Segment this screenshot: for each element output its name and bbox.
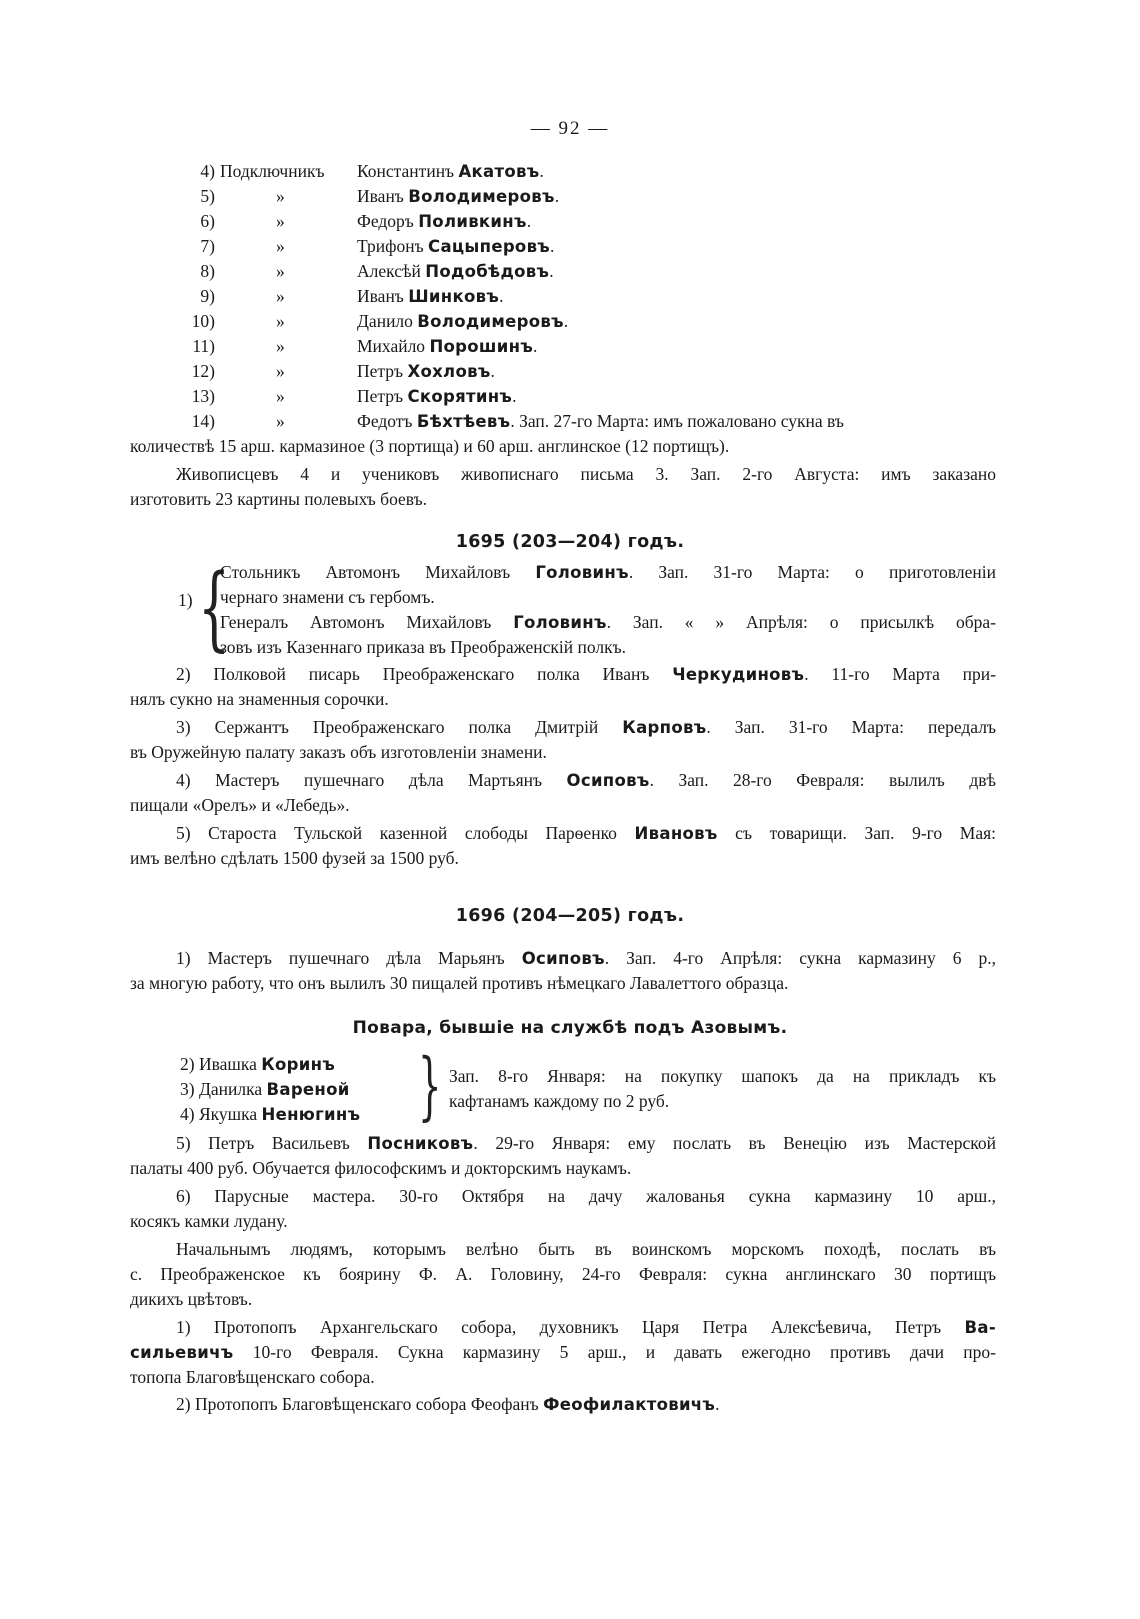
painters-line-1: Живописцевъ 4 и учениковъ живописнаго письма 3. Зап. 2-го Августа: имъ заказано bbox=[176, 464, 996, 484]
document-page: — 92 — 4) Подключникъ Константинъ Акатовъ. 5) » Иванъ Володимеровъ. 6) » Федоръ Поливкинъ. 7) » Трифонъ Сацыперовъ. 8) » Алексѣй Подобѣдовъ. 9) » Иванъ Шинковъ. 10) » Данило Володимеровъ. 11) » Михайло Порошинъ. 12) » Петръ Хохловъ. 13) » Петръ Скорятинъ. 14) » Федотъ Бѣхтѣевъ. Зап. 27-го Марта: имъ пожаловано сукна въ количествѣ 15 арш. кармазиное (3 портища) и 60 арш. англинское (12 портищъ). Живописцевъ 4 и учениковъ живописнаго письма 3. Зап. 2-го Августа: имъ заказано изготовить 23 картины полевыхъ боевъ. 1695 (203—204) годъ. 1) { Стольникъ Автомонъ Михайловъ Головинъ. Зап. 31-го Марта: о приготовленіи чернаго знамени съ гербомъ. Генералъ Автомонъ Михайловъ Головинъ. Зап. « » Апрѣля: о присылкѣ обра- зовъ изъ Казеннаго приказа въ Преображенскій полкъ. 2) Полковой писарь Преображенскаго полка Иванъ Черкудиновъ. 11-го Марта при- нялъ сукно на знаменныя сорочки. 3) Сержантъ Преображенскаго полка Дмитрій Карповъ. Зап. 31-го Марта: передалъ въ Оружейную палату заказъ объ изготовленіи знамени. 4) Мастеръ пушечнаго дѣла Мартьянъ Осиповъ. Зап. 28-го Февраля: вылилъ двѣ пищали «Орелъ» и «Лебедь». 5) Староста Тульской казенной слободы Парѳенко Ивановъ съ товарищи. Зап. 9-го Мая: имъ велѣно сдѣлать 1500 фузей за 1500 руб. 1696 (204—205) годъ. 1) Мастеръ пушечнаго дѣла Марьянъ Осиповъ. Зап. 4-го Апрѣля: сукна кармазину 6 р., за многую работу, что онъ вылилъ 30 пищалей противъ нѣмецкаго Лавалеттого образца. Повара, бывшіе на службѣ подъ Азовымъ. 2) Ивашка Коринъ 3) Данилка Вареной 4) Якушка Ненюгинъ } Зап. 8-го Января: на покупку шапокъ да на прикладъ къ кафтанамъ каждому по 2 руб. 5) Петръ Васильевъ Посниковъ. 29-го Января: ему послать въ Венецію изъ Мастерской палаты 400 руб. Обучается философскимъ и докторскимъ наукамъ. 6) Парусные мастера. 30-го Октября на дачу жалованья сукна кармазину 10 арш., косякъ камки лудану. Начальнымъ людямъ, которымъ велѣно быть въ воинскомъ морскомъ походѣ, послать въ с. Преображенское къ боярину Ф. А. Головину, 24-го Февраля: сукна англинскаго 30 портищъ дикихъ цвѣтовъ. 1) Протопопъ Архангельскаго собора, духовникъ Царя Петра Алексѣевича, Петръ Ва- сильевичъ 10-го Февраля. Сукна кармазину 5 арш., и давать ежегодно противъ дачи про- топопа Благовѣщенскаго собора. 2) Протопопъ Благовѣщенскаго собора Феофанъ Феофилактовичъ. bbox=[0, 0, 1140, 1619]
cook-item: 3) Данилка Вареной bbox=[180, 1079, 350, 1099]
item14-continuation: количествѣ 15 арш. кармазиное (3 портища) и 60 арш. англинское (12 портищъ). bbox=[130, 436, 730, 456]
brace-line: чернаго знамени съ гербомъ. bbox=[220, 587, 435, 607]
cooks-note-line-2: кафтанамъ каждому по 2 руб. bbox=[449, 1091, 670, 1111]
cooks-note-line-1: Зап. 8-го Января: на покупку шапокъ да на прикладъ къ bbox=[449, 1066, 996, 1086]
proto1-line-1: 1) Протопопъ Архангельскаго собора, духовникъ Царя Петра Алексѣевича, Петръ Ва- bbox=[176, 1317, 996, 1337]
item-6-line-1: 6) Парусные мастера. 30-го Октября на дачу жалованья сукна кармазину 10 арш., bbox=[176, 1186, 996, 1206]
chiefs-line-1: Начальнымъ людямъ, которымъ велѣно быть въ воинскомъ морскомъ походѣ, послать въ bbox=[176, 1239, 996, 1259]
item-1695-line-1: 5) Староста Тульской казенной слободы Парѳенко Ивановъ съ товарищи. Зап. 9-го Мая: bbox=[176, 823, 997, 843]
brace-line: Стольникъ Автомонъ Михайловъ Головинъ. Зап. 31-го Марта: о приготовленіи bbox=[220, 562, 996, 582]
brace-line: Генералъ Автомонъ Михайловъ Головинъ. Зап. « » Апрѣля: о присылкѣ обра- bbox=[220, 612, 996, 632]
proto2-line: 2) Протопопъ Благовѣщенскаго собора Феофанъ Феофилактовичъ. bbox=[176, 1394, 720, 1414]
item-1695-line-1: 3) Сержантъ Преображенскаго полка Дмитрій Карповъ. Зап. 31-го Марта: передалъ bbox=[176, 717, 996, 737]
cook-item: 4) Якушка Ненюгинъ bbox=[180, 1104, 361, 1124]
heading-1695: 1695 (203—204) годъ. bbox=[455, 532, 685, 552]
chiefs-line-3: дикихъ цвѣтовъ. bbox=[130, 1289, 253, 1309]
cook-5-line-1: 5) Петръ Васильевъ Посниковъ. 29-го Января: ему послать въ Венецію изъ Мастерской bbox=[176, 1133, 996, 1153]
item-1695-line-2: пищали «Орелъ» и «Лебедь». bbox=[130, 795, 350, 815]
cook-item: 2) Ивашка Коринъ bbox=[180, 1054, 336, 1074]
item-1695-line-1: 2) Полковой писарь Преображенскаго полка Иванъ Черкудиновъ. 11-го Марта при- bbox=[176, 664, 996, 684]
right-brace-icon: } bbox=[418, 1043, 442, 1129]
item-6-line-2: косякъ камки лудану. bbox=[130, 1211, 288, 1231]
heading-cooks: Повара, бывшіе на службѣ подъ Азовымъ. bbox=[352, 1018, 788, 1038]
brace-line: зовъ изъ Казеннаго приказа въ Преображенскій полкъ. bbox=[220, 637, 626, 657]
chiefs-line-2: с. Преображенское къ боярину Ф. А. Головину, 24-го Февраля: сукна англинскаго 30 портищъ bbox=[130, 1264, 996, 1284]
heading-1696: 1696 (204—205) годъ. bbox=[455, 906, 685, 926]
item-1695-line-2: въ Оружейную палату заказъ объ изготовленіи знамени. bbox=[130, 742, 547, 762]
item-1695-line-2: имъ велѣно сдѣлать 1500 фузей за 1500 руб. bbox=[130, 848, 459, 868]
item-1695-line-1: 4) Мастеръ пушечнаго дѣла Мартьянъ Осиповъ. Зап. 28-го Февраля: вылилъ двѣ bbox=[176, 770, 996, 790]
left-brace-icon: { bbox=[198, 554, 231, 661]
item-1696-line-1: 1) Мастеръ пушечнаго дѣла Марьянъ Осиповъ. Зап. 4-го Апрѣля: сукна кармазину 6 р., bbox=[176, 948, 996, 968]
page-number: — 92 — bbox=[530, 118, 610, 139]
item-1696-line-2: за многую работу, что онъ вылилъ 30 пищалей противъ нѣмецкаго Лавалеттого образца. bbox=[130, 973, 789, 993]
item-1695-line-2: нялъ сукно на знаменныя сорочки. bbox=[130, 689, 389, 709]
proto1-line-3: топопа Благовѣщенскаго собора. bbox=[130, 1367, 375, 1387]
brace-number: 1) bbox=[178, 590, 193, 610]
painters-line-2: изготовить 23 картины полевыхъ боевъ. bbox=[130, 489, 428, 509]
proto1-line-2: сильевичъ 10-го Февраля. Сукна кармазину 5 арш., и давать ежегодно противъ дачи про- bbox=[130, 1342, 996, 1362]
cook-5-line-2: палаты 400 руб. Обучается философскимъ и докторскимъ наукамъ. bbox=[130, 1158, 632, 1178]
